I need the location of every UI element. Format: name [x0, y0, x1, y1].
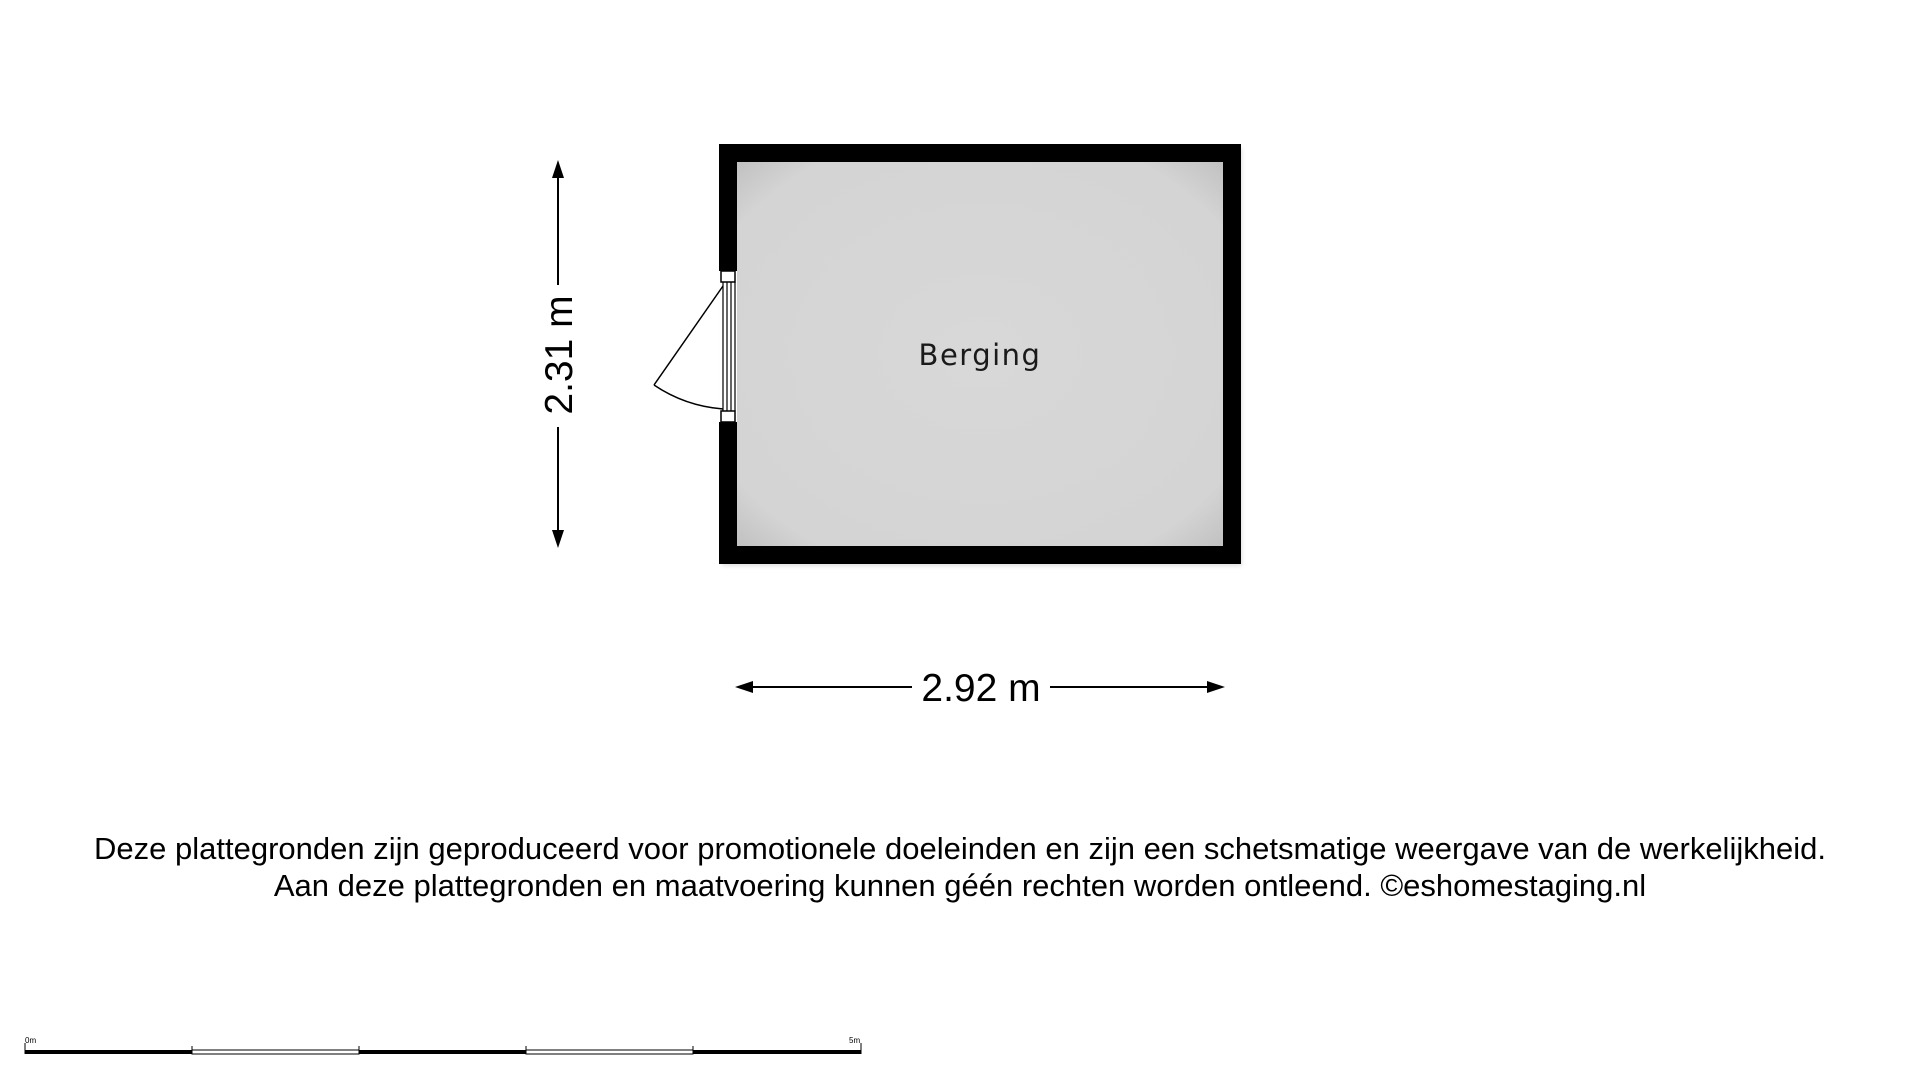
door-jamb-top	[721, 271, 735, 282]
door-leaf	[654, 286, 723, 385]
height-dimension	[538, 160, 581, 548]
width-dimension	[735, 667, 1225, 710]
height-dimension-label: 2.31 m	[538, 295, 581, 415]
disclaimer-line-2: Aan deze plattegronden en maatvoering kunnen géén rechten worden ontleend. ©eshomestaging.nl	[273, 868, 1647, 903]
scale-segment-4	[526, 1050, 693, 1054]
door-jamb-bottom	[721, 411, 735, 422]
scale-segment-3	[359, 1050, 526, 1054]
door-swing-arc	[654, 385, 723, 409]
width-dimension-label: 2.92 m	[921, 667, 1041, 710]
door-opening	[719, 271, 737, 422]
width-arrow-left-icon	[735, 681, 753, 693]
width-arrow-right-icon	[1207, 681, 1225, 693]
scale-bar	[25, 1036, 861, 1054]
height-arrow-down-icon	[552, 530, 564, 548]
room-label: Berging	[918, 338, 1042, 372]
scale-end-label: 5m	[849, 1036, 861, 1045]
scale-start-label: 0m	[25, 1036, 37, 1045]
scale-segment-1	[25, 1050, 192, 1054]
scale-segment-5	[693, 1050, 861, 1054]
scale-segment-2	[192, 1050, 359, 1054]
disclaimer-line-1: Deze plattegronden zijn geproduceerd voor promotionele doeleinden en zijn een schetsmatige weergave van de werkelijkheid.	[94, 831, 1826, 866]
height-arrow-up-icon	[552, 160, 564, 178]
